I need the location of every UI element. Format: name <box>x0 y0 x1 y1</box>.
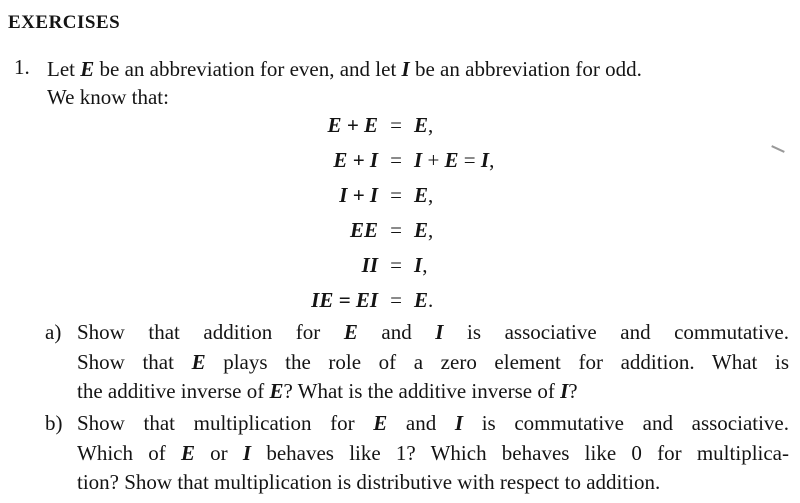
exercise-intro <box>47 55 642 111</box>
part-b-line: tion? Show that multiplication is distributive with respect to addition. <box>77 470 661 494</box>
equation-row <box>200 178 494 213</box>
equation-lhs: E + I <box>333 148 378 172</box>
equation-row <box>200 283 494 318</box>
intro-line-2: We know that: <box>47 85 169 109</box>
equals-sign: = <box>390 218 402 242</box>
exercise-number: 1. <box>14 55 30 79</box>
equation-rhs: E. <box>414 288 434 312</box>
equation-block <box>200 108 494 318</box>
part-a-line: the additive inverse of E? What is the additive inverse of I? <box>77 379 578 403</box>
equation-rhs: I, <box>414 253 428 277</box>
equation-lhs: EE <box>349 218 378 242</box>
equation-row <box>200 213 494 248</box>
equation-rhs: I + E = I, <box>414 148 495 172</box>
equals-sign: = <box>390 148 402 172</box>
equation-lhs: IE = EI <box>311 288 378 312</box>
section-heading: EXERCISES <box>8 12 121 33</box>
stray-mark <box>771 145 785 153</box>
part-b-line: Show that multiplication for E and I is commutative and associative. <box>77 411 789 435</box>
equation-rhs: E, <box>414 218 434 242</box>
equation-lhs: I + I <box>339 183 378 207</box>
equation-row <box>200 108 494 143</box>
part-b-label: b) <box>45 411 63 435</box>
part-b-text <box>77 409 789 498</box>
equation-lhs: II <box>361 253 378 277</box>
equals-sign: = <box>390 183 402 207</box>
equation-row <box>200 143 494 178</box>
part-a-line: Show that addition for E and I is associative and commutative. <box>77 320 789 344</box>
part-a-label: a) <box>45 320 62 344</box>
equals-sign: = <box>390 113 402 137</box>
part-a-line: Show that E plays the role of a zero element for addition. What is <box>77 349 789 374</box>
part-b-line: Which of E or I behaves like 1? Which behaves like 0 for multiplica- <box>77 440 789 465</box>
equation-lhs: E + E <box>327 113 378 137</box>
intro-line-1: Let E be an abbreviation for even, and let I be an abbreviation for odd. <box>47 57 642 81</box>
equation-rhs: E, <box>414 183 434 207</box>
equals-sign: = <box>390 288 402 312</box>
equals-sign: = <box>390 253 402 277</box>
equation-rhs: E, <box>414 113 434 137</box>
part-a-text <box>77 318 789 407</box>
equation-row <box>200 248 494 283</box>
